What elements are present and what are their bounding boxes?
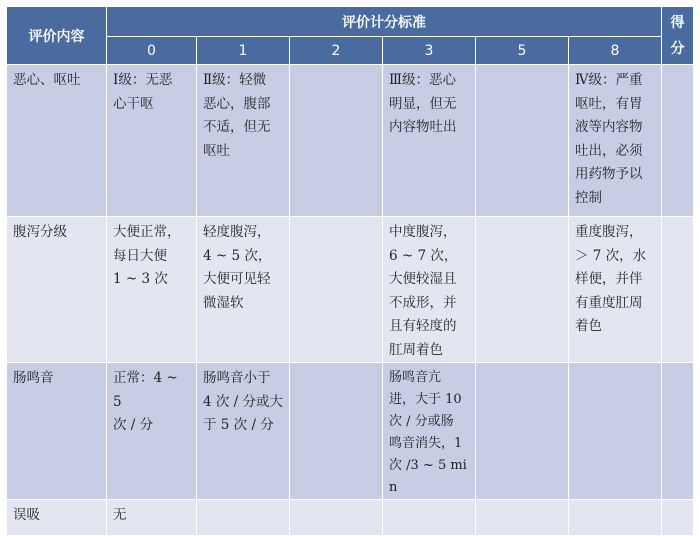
table-cell: 轻度腹泻， 4 ~ 5 次， 大便可见轻 微湿软 xyxy=(197,217,290,363)
row-item-label: 肠鸣音 xyxy=(7,363,107,500)
score-cell xyxy=(662,65,694,217)
table-cell: Ⅳ级：严重 呕吐，有胃 液等内容物 吐出，必须 用药物予以 控制 xyxy=(569,65,662,217)
table-cell: Ⅲ级：恶心 明显，但无 内容物吐出 xyxy=(383,65,476,217)
table-cell xyxy=(197,500,290,536)
header-score-label: 得分 xyxy=(670,14,685,57)
header-score xyxy=(662,7,694,65)
table-cell: Ⅰ级：无恶 心干呕 xyxy=(107,65,197,217)
score-col-header: 2 xyxy=(290,37,383,65)
table-cell: 无 xyxy=(107,500,197,536)
score-col-header: 1 xyxy=(197,37,290,65)
row-item-label: 腹泻分级 xyxy=(7,217,107,363)
table-cell: 正常：4 ~ 5 次 / 分 xyxy=(107,363,197,500)
score-col-header: 3 xyxy=(383,37,476,65)
row-item-label: 恶心、呕吐 xyxy=(7,65,107,217)
table-cell: 大便正常， 每日大便 1 ~ 3 次 xyxy=(107,217,197,363)
score-col-header: 0 xyxy=(107,37,197,65)
table-cell: 重度腹泻， ＞ 7 次，水 样便，并伴 有重度肛周 着色 xyxy=(569,217,662,363)
row-item-label: 误吸 xyxy=(7,500,107,536)
table-cell: 中度腹泻， 6 ~ 7 次， 大便较湿且 不成形，并 且有轻度的 肛周着色 xyxy=(383,217,476,363)
table-cell xyxy=(290,217,383,363)
assessment-table xyxy=(6,6,694,536)
table-cell xyxy=(290,500,383,536)
table-cell xyxy=(476,217,569,363)
score-col-header: 5 xyxy=(476,37,569,65)
header-standard: 评价计分标准 xyxy=(107,7,662,37)
header-content: 评价内容 xyxy=(7,7,107,65)
assessment-table-container xyxy=(6,6,694,536)
score-cell xyxy=(662,217,694,363)
table-cell xyxy=(290,363,383,500)
score-cell xyxy=(662,363,694,500)
table-cell xyxy=(476,500,569,536)
table-row xyxy=(7,65,694,217)
table-row xyxy=(7,500,694,536)
table-cell: 肠鸣音亢 进，大于 10 次 / 分或肠 鸣音消失，1 次 /3 ~ 5 min xyxy=(383,363,476,500)
table-cell: Ⅱ级：轻微 恶心，腹部 不适，但无 呕吐 xyxy=(197,65,290,217)
table-cell xyxy=(569,500,662,536)
table-cell xyxy=(290,65,383,217)
score-col-header: 8 xyxy=(569,37,662,65)
table-row xyxy=(7,217,694,363)
table-cell xyxy=(383,500,476,536)
score-cell xyxy=(662,500,694,536)
table-row xyxy=(7,363,694,500)
table-cell xyxy=(569,363,662,500)
table-cell xyxy=(476,363,569,500)
table-cell: 肠鸣音小于 4 次 / 分或大 于 5 次 / 分 xyxy=(197,363,290,500)
table-cell xyxy=(476,65,569,217)
